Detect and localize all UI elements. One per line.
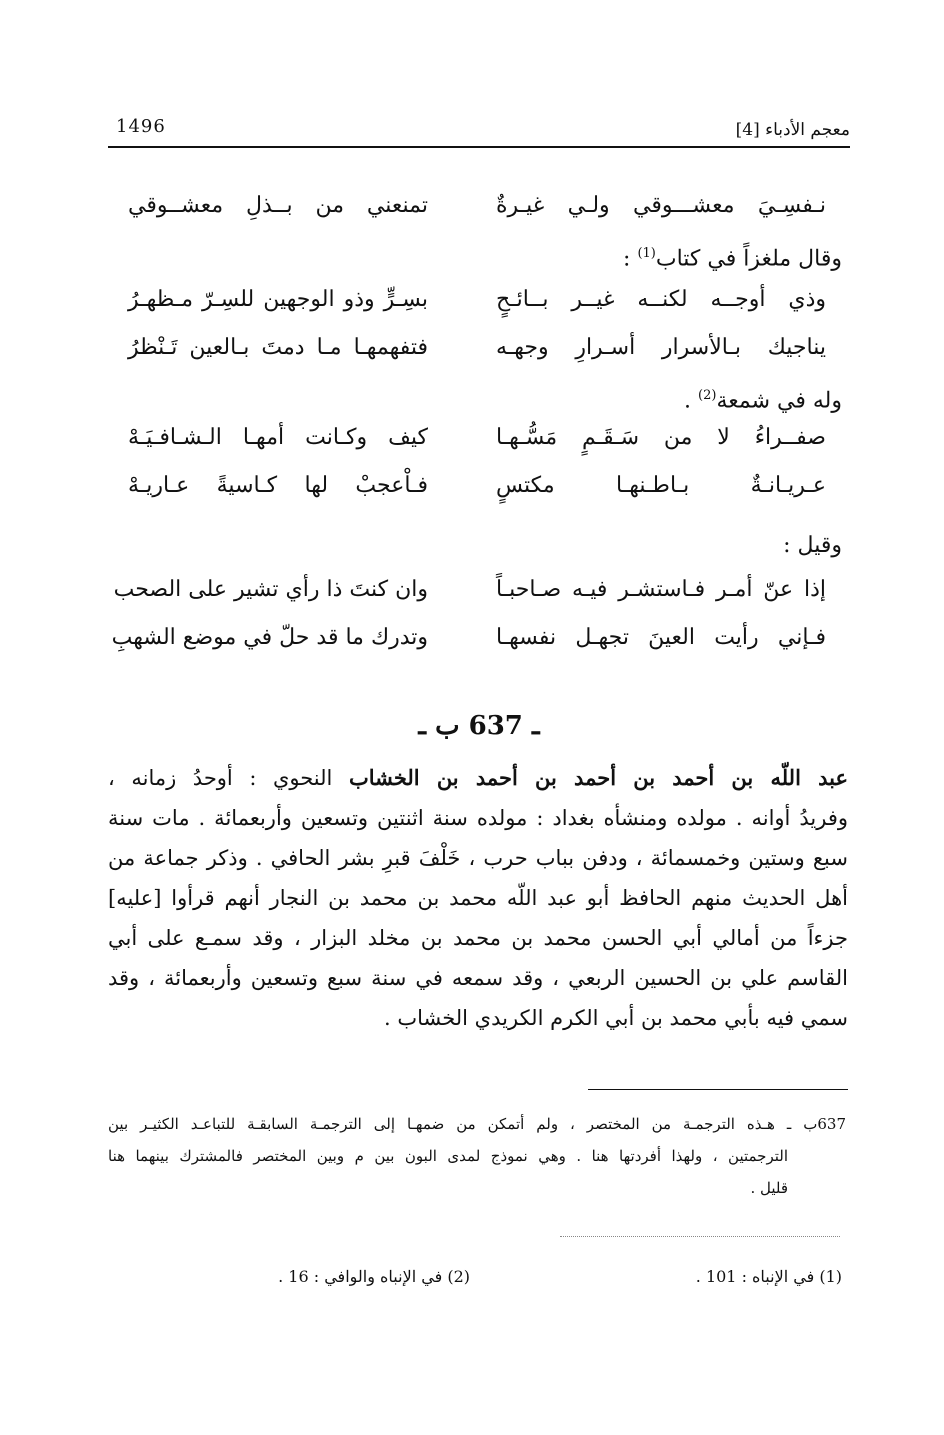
paragraph-line: سمي فيه بأبي محمد بن أبي الكرم الكريدي الخشاب . [383,1006,848,1030]
verse-line [108,186,850,226]
verse-line [108,466,850,506]
verse-line [108,570,850,610]
paragraph-line: أهل الحديث منهم الحافظ أبو عبد اللّه محمد بن محمد بن النجار أنهم قرأوا [عليه] [108,886,848,910]
verse-first-hemistich: فـإني رأيت العينَ تجهـل نفسهـا [496,625,826,650]
paragraph-line [108,758,848,798]
riddle-intro [108,234,842,279]
dotted-separator [560,1236,840,1237]
verse-first-hemistich: يناجيك بـالأسرار أسـرارِ وجهـه [496,335,826,360]
page-header [108,112,850,148]
riddle-intro-text: وقال ملغزاً في كتاب [655,246,842,272]
verse-second-hemistich: بسِـرٍّ وذو الوجهين للسِـرّ مـظهـرُ [128,287,428,312]
verse-line [108,618,850,658]
candle-intro-end: . [684,388,699,414]
footnote-references [108,1262,842,1292]
verse-first-hemistich: نـفسِـيَ معشـــوقي ولـي غيـرةٌ [496,193,826,218]
verse-second-hemistich: وان كنتَ ذا رأي تشير على الصحب [113,577,428,602]
verse-first-hemistich: عـريـانـةٌ بـاطـنهـا مكتسٍ [496,473,826,498]
verse-second-hemistich: فـاْعجبْ لها كـاسيةً عـاريـهْ [128,473,428,498]
verse-first-hemistich: صفــراءُ لا من سَـقَـمٍ مَسُّـهـا [496,425,826,450]
footnote-mark-2: (2) [698,388,717,403]
qila-intro [108,526,842,566]
footnote-1: (1) في الإنباه : 101 . [695,1267,842,1286]
paragraph-line: جزءاً من أمالي أبي الحسن محمد بن محمد بن مخلد البزار ، وقد سمـع على أبي [108,926,848,950]
footnote-separator [588,1089,848,1090]
biography-paragraph [108,758,848,1038]
candle-intro-text: وله في شمعة [716,388,842,414]
subject-name: عبد اللّه بن أحمد بن أحمد بن أحمد بن الخشاب [348,765,848,790]
verse-first-hemistich: وذي أوجــه لكنــه غيــر بــائـحٍ [496,287,826,312]
verse-second-hemistich: وتدرك ما قد حلّ في موضع الشهبِ [111,625,428,650]
note-line: الترجمتين ، ولهذا أفردتها هنا . وهي نموذج لمدى البون بين م وبين المختصر فالمشترك بينهما هنا [108,1147,788,1165]
footnote-2: (2) في الإنباه والوافي : 16 . [278,1267,470,1286]
qila-intro-text: وقيل : [783,533,842,558]
verse-second-hemistich: تمنعني من بــذلِ معشــوقي [128,193,428,218]
verse-line [108,328,850,368]
paragraph-text: النحوي : أوحدُ زمانه ، [108,766,349,790]
entry-number: ـ 637 ب ـ [418,711,540,741]
candle-intro [108,376,842,421]
verse-second-hemistich: كيف وكـانت أمهـا الـشـافـيَـهْ [128,425,428,450]
riddle-intro-colon: : [623,246,638,272]
note-line: قليل . [750,1179,788,1197]
running-title: معجم الأدباء [4] [735,120,850,140]
verse-line [108,418,850,458]
paragraph-line: وفريدُ أوانه . مولده ومنشأه بغداد : مولده سنة اثنتين وتسعين وأربعمائة . مات سنة [108,806,848,830]
footnote-mark-1: (1) [637,246,656,261]
verse-line [108,280,850,320]
page-number: 1496 [116,116,166,137]
note-line: 637ب ـ هـذه الترجمـة من المختصر ، ولم أتمكن من ضمهـا إلى الترجمـة السابقـة للتباعـد الكثيـر بين [108,1115,846,1133]
verse-second-hemistich: فتفهمهـا مـا دمتَ بـالعين تَـنْظرُ [128,335,428,360]
paragraph-line: سبع وستين وخمسمائة ، ودفن بباب حرب ، خَلْفَ قبرِ بشر الحافي . وذكر جماعة من [108,846,848,870]
verse-first-hemistich: إذا عنّ أمـر فـاستشـر فيـه صـاحبـاً [496,577,826,602]
paragraph-line: القاسم علي بن الحسين الربعي ، وقد سمعه في سنة سبع وتسعين وأربعمائة ، وقد [108,966,848,990]
editor-note [108,1108,846,1204]
